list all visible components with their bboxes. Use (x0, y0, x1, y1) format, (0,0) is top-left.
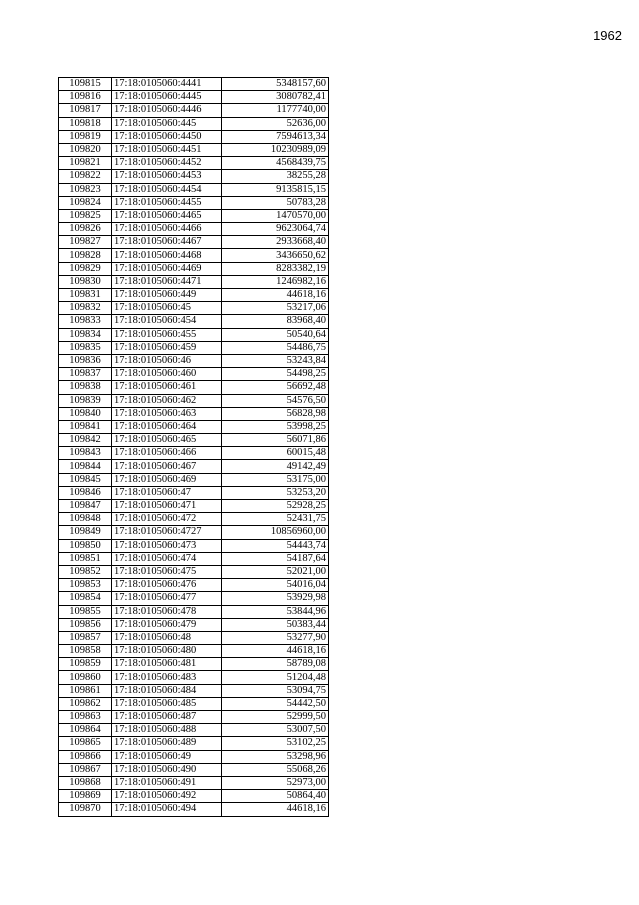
value-cell: 53998,25 (222, 420, 329, 433)
row-number-cell: 109821 (59, 157, 112, 170)
table-row (59, 236, 329, 249)
table-row (59, 209, 329, 222)
row-number-cell: 109822 (59, 170, 112, 183)
value-cell: 1470570,00 (222, 209, 329, 222)
row-number-cell: 109817 (59, 104, 112, 117)
table-row (59, 684, 329, 697)
row-number-cell: 109850 (59, 539, 112, 552)
table-row (59, 394, 329, 407)
cadastral-number-cell: 17:18:0105060:462 (112, 394, 222, 407)
table-row (59, 803, 329, 816)
row-number-cell: 109820 (59, 143, 112, 156)
cadastral-number-cell: 17:18:0105060:477 (112, 592, 222, 605)
cadastral-number-cell: 17:18:0105060:466 (112, 447, 222, 460)
cadastral-number-cell: 17:18:0105060:4451 (112, 143, 222, 156)
value-cell: 38255,28 (222, 170, 329, 183)
cadastral-number-cell: 17:18:0105060:445 (112, 117, 222, 130)
cadastral-number-cell: 17:18:0105060:484 (112, 684, 222, 697)
value-cell: 53253,20 (222, 486, 329, 499)
value-cell: 56692,48 (222, 381, 329, 394)
value-cell: 54443,74 (222, 539, 329, 552)
cadastral-number-cell: 17:18:0105060:481 (112, 658, 222, 671)
value-cell: 53243,84 (222, 354, 329, 367)
cadastral-number-cell: 17:18:0105060:460 (112, 368, 222, 381)
table-row (59, 104, 329, 117)
cadastral-number-cell: 17:18:0105060:4468 (112, 249, 222, 262)
cadastral-number-cell: 17:18:0105060:449 (112, 289, 222, 302)
table-row (59, 117, 329, 130)
table-row (59, 750, 329, 763)
value-cell: 52999,50 (222, 711, 329, 724)
table-row (59, 711, 329, 724)
cadastral-number-cell: 17:18:0105060:454 (112, 315, 222, 328)
cadastral-number-cell: 17:18:0105060:461 (112, 381, 222, 394)
table-row (59, 526, 329, 539)
row-number-cell: 109869 (59, 790, 112, 803)
cadastral-number-cell: 17:18:0105060:490 (112, 763, 222, 776)
row-number-cell: 109828 (59, 249, 112, 262)
table-row (59, 275, 329, 288)
cadastral-number-cell: 17:18:0105060:49 (112, 750, 222, 763)
value-cell: 44618,16 (222, 803, 329, 816)
table-row (59, 420, 329, 433)
value-cell: 53094,75 (222, 684, 329, 697)
row-number-cell: 109851 (59, 552, 112, 565)
table-row (59, 183, 329, 196)
cadastral-number-cell: 17:18:0105060:4445 (112, 91, 222, 104)
row-number-cell: 109831 (59, 289, 112, 302)
cadastral-number-cell: 17:18:0105060:465 (112, 434, 222, 447)
row-number-cell: 109823 (59, 183, 112, 196)
value-cell: 52973,00 (222, 776, 329, 789)
table-row (59, 91, 329, 104)
row-number-cell: 109827 (59, 236, 112, 249)
cadastral-number-cell: 17:18:0105060:471 (112, 500, 222, 513)
value-cell: 54016,04 (222, 579, 329, 592)
table-row (59, 328, 329, 341)
cadastral-number-cell: 17:18:0105060:478 (112, 605, 222, 618)
value-cell: 83968,40 (222, 315, 329, 328)
table-row (59, 645, 329, 658)
value-cell: 54442,50 (222, 697, 329, 710)
value-cell: 50540,64 (222, 328, 329, 341)
table-row (59, 78, 329, 91)
table-row (59, 341, 329, 354)
value-cell: 54187,64 (222, 552, 329, 565)
table-row (59, 289, 329, 302)
cadastral-number-cell: 17:18:0105060:480 (112, 645, 222, 658)
value-cell: 50783,28 (222, 196, 329, 209)
row-number-cell: 109858 (59, 645, 112, 658)
cadastral-number-cell: 17:18:0105060:45 (112, 302, 222, 315)
row-number-cell: 109832 (59, 302, 112, 315)
cadastral-number-cell: 17:18:0105060:463 (112, 407, 222, 420)
cadastral-number-cell: 17:18:0105060:491 (112, 776, 222, 789)
table-row (59, 724, 329, 737)
row-number-cell: 109841 (59, 420, 112, 433)
value-cell: 52928,25 (222, 500, 329, 513)
value-cell: 10856960,00 (222, 526, 329, 539)
row-number-cell: 109838 (59, 381, 112, 394)
value-cell: 5348157,60 (222, 78, 329, 91)
row-number-cell: 109853 (59, 579, 112, 592)
cadastral-number-cell: 17:18:0105060:4441 (112, 78, 222, 91)
value-cell: 44618,16 (222, 645, 329, 658)
table-body (59, 78, 329, 817)
cadastral-number-cell: 17:18:0105060:455 (112, 328, 222, 341)
value-cell: 9623064,74 (222, 223, 329, 236)
row-number-cell: 109835 (59, 341, 112, 354)
cadastral-number-cell: 17:18:0105060:483 (112, 671, 222, 684)
table-row (59, 249, 329, 262)
cadastral-number-cell: 17:18:0105060:494 (112, 803, 222, 816)
table-row (59, 697, 329, 710)
table-row (59, 381, 329, 394)
cadastral-number-cell: 17:18:0105060:47 (112, 486, 222, 499)
table-row (59, 447, 329, 460)
row-number-cell: 109855 (59, 605, 112, 618)
table-row (59, 776, 329, 789)
table-row (59, 302, 329, 315)
value-cell: 44618,16 (222, 289, 329, 302)
table-row (59, 605, 329, 618)
row-number-cell: 109849 (59, 526, 112, 539)
row-number-cell: 109829 (59, 262, 112, 275)
value-cell: 7594613,34 (222, 130, 329, 143)
value-cell: 1177740,00 (222, 104, 329, 117)
value-cell: 52021,00 (222, 565, 329, 578)
row-number-cell: 109837 (59, 368, 112, 381)
row-number-cell: 109866 (59, 750, 112, 763)
row-number-cell: 109825 (59, 209, 112, 222)
value-cell: 54486,75 (222, 341, 329, 354)
cadastral-number-cell: 17:18:0105060:492 (112, 790, 222, 803)
row-number-cell: 109833 (59, 315, 112, 328)
value-cell: 50383,44 (222, 618, 329, 631)
row-number-cell: 109857 (59, 631, 112, 644)
table-row (59, 552, 329, 565)
cadastral-number-cell: 17:18:0105060:4455 (112, 196, 222, 209)
row-number-cell: 109836 (59, 354, 112, 367)
row-number-cell: 109840 (59, 407, 112, 420)
table-row (59, 407, 329, 420)
table-row (59, 354, 329, 367)
table-row (59, 618, 329, 631)
cadastral-number-cell: 17:18:0105060:4466 (112, 223, 222, 236)
table-row (59, 434, 329, 447)
cadastral-number-cell: 17:18:0105060:4465 (112, 209, 222, 222)
cadastral-number-cell: 17:18:0105060:48 (112, 631, 222, 644)
value-cell: 8283382,19 (222, 262, 329, 275)
table-row (59, 223, 329, 236)
table-row (59, 170, 329, 183)
value-cell: 56071,86 (222, 434, 329, 447)
table-row (59, 671, 329, 684)
row-number-cell: 109862 (59, 697, 112, 710)
cadastral-number-cell: 17:18:0105060:4467 (112, 236, 222, 249)
value-cell: 2933668,40 (222, 236, 329, 249)
cadastral-number-cell: 17:18:0105060:4469 (112, 262, 222, 275)
value-cell: 53844,96 (222, 605, 329, 618)
value-cell: 60015,48 (222, 447, 329, 460)
row-number-cell: 109852 (59, 565, 112, 578)
value-cell: 53175,00 (222, 473, 329, 486)
row-number-cell: 109854 (59, 592, 112, 605)
cadastral-number-cell: 17:18:0105060:464 (112, 420, 222, 433)
cadastral-number-cell: 17:18:0105060:4452 (112, 157, 222, 170)
row-number-cell: 109864 (59, 724, 112, 737)
value-cell: 3436650,62 (222, 249, 329, 262)
cadastral-number-cell: 17:18:0105060:46 (112, 354, 222, 367)
value-cell: 49142,49 (222, 460, 329, 473)
value-cell: 50864,40 (222, 790, 329, 803)
table-row (59, 460, 329, 473)
value-cell: 10230989,09 (222, 143, 329, 156)
cadastral-number-cell: 17:18:0105060:459 (112, 341, 222, 354)
row-number-cell: 109843 (59, 447, 112, 460)
page-number: 1962 (593, 28, 622, 43)
cadastral-number-cell: 17:18:0105060:4446 (112, 104, 222, 117)
table-row (59, 565, 329, 578)
row-number-cell: 109865 (59, 737, 112, 750)
table-row (59, 592, 329, 605)
table-row (59, 579, 329, 592)
table-row (59, 539, 329, 552)
table-row (59, 790, 329, 803)
table-row (59, 143, 329, 156)
table-row (59, 500, 329, 513)
row-number-cell: 109815 (59, 78, 112, 91)
row-number-cell: 109830 (59, 275, 112, 288)
row-number-cell: 109859 (59, 658, 112, 671)
table-row (59, 368, 329, 381)
row-number-cell: 109842 (59, 434, 112, 447)
cadastral-number-cell: 17:18:0105060:4727 (112, 526, 222, 539)
value-cell: 53929,98 (222, 592, 329, 605)
value-cell: 54576,50 (222, 394, 329, 407)
cadastral-number-cell: 17:18:0105060:4453 (112, 170, 222, 183)
value-cell: 55068,26 (222, 763, 329, 776)
table-row (59, 737, 329, 750)
cadastral-number-cell: 17:18:0105060:473 (112, 539, 222, 552)
value-cell: 52431,75 (222, 513, 329, 526)
row-number-cell: 109834 (59, 328, 112, 341)
cadastral-number-cell: 17:18:0105060:487 (112, 711, 222, 724)
cadastral-number-cell: 17:18:0105060:489 (112, 737, 222, 750)
row-number-cell: 109863 (59, 711, 112, 724)
table-row (59, 196, 329, 209)
cadastral-number-cell: 17:18:0105060:4450 (112, 130, 222, 143)
value-cell: 54498,25 (222, 368, 329, 381)
row-number-cell: 109856 (59, 618, 112, 631)
table-row (59, 315, 329, 328)
row-number-cell: 109839 (59, 394, 112, 407)
row-number-cell: 109847 (59, 500, 112, 513)
cadastral-number-cell: 17:18:0105060:474 (112, 552, 222, 565)
value-cell: 53277,90 (222, 631, 329, 644)
row-number-cell: 109868 (59, 776, 112, 789)
row-number-cell: 109848 (59, 513, 112, 526)
cadastral-number-cell: 17:18:0105060:467 (112, 460, 222, 473)
table-row (59, 631, 329, 644)
value-cell: 53298,96 (222, 750, 329, 763)
table-row (59, 130, 329, 143)
cadastral-number-cell: 17:18:0105060:488 (112, 724, 222, 737)
table-row (59, 473, 329, 486)
row-number-cell: 109867 (59, 763, 112, 776)
row-number-cell: 109860 (59, 671, 112, 684)
table-row (59, 658, 329, 671)
value-cell: 53007,50 (222, 724, 329, 737)
cadastral-number-cell: 17:18:0105060:479 (112, 618, 222, 631)
row-number-cell: 109846 (59, 486, 112, 499)
cadastral-number-cell: 17:18:0105060:475 (112, 565, 222, 578)
row-number-cell: 109861 (59, 684, 112, 697)
table-row (59, 513, 329, 526)
value-cell: 53102,25 (222, 737, 329, 750)
row-number-cell: 109845 (59, 473, 112, 486)
value-cell: 52636,00 (222, 117, 329, 130)
row-number-cell: 109826 (59, 223, 112, 236)
value-cell: 9135815,15 (222, 183, 329, 196)
table-row (59, 763, 329, 776)
value-cell: 3080782,41 (222, 91, 329, 104)
row-number-cell: 109816 (59, 91, 112, 104)
value-cell: 4568439,75 (222, 157, 329, 170)
row-number-cell: 109844 (59, 460, 112, 473)
row-number-cell: 109870 (59, 803, 112, 816)
cadastral-number-cell: 17:18:0105060:4471 (112, 275, 222, 288)
table-row (59, 262, 329, 275)
cadastral-number-cell: 17:18:0105060:485 (112, 697, 222, 710)
cadastral-number-cell: 17:18:0105060:472 (112, 513, 222, 526)
table-row (59, 157, 329, 170)
row-number-cell: 109818 (59, 117, 112, 130)
table-row (59, 486, 329, 499)
cadastral-number-cell: 17:18:0105060:469 (112, 473, 222, 486)
data-table (58, 77, 329, 817)
row-number-cell: 109819 (59, 130, 112, 143)
value-cell: 51204,48 (222, 671, 329, 684)
value-cell: 1246982,16 (222, 275, 329, 288)
cadastral-number-cell: 17:18:0105060:476 (112, 579, 222, 592)
cadastral-number-cell: 17:18:0105060:4454 (112, 183, 222, 196)
value-cell: 53217,06 (222, 302, 329, 315)
row-number-cell: 109824 (59, 196, 112, 209)
value-cell: 58789,08 (222, 658, 329, 671)
value-cell: 56828,98 (222, 407, 329, 420)
